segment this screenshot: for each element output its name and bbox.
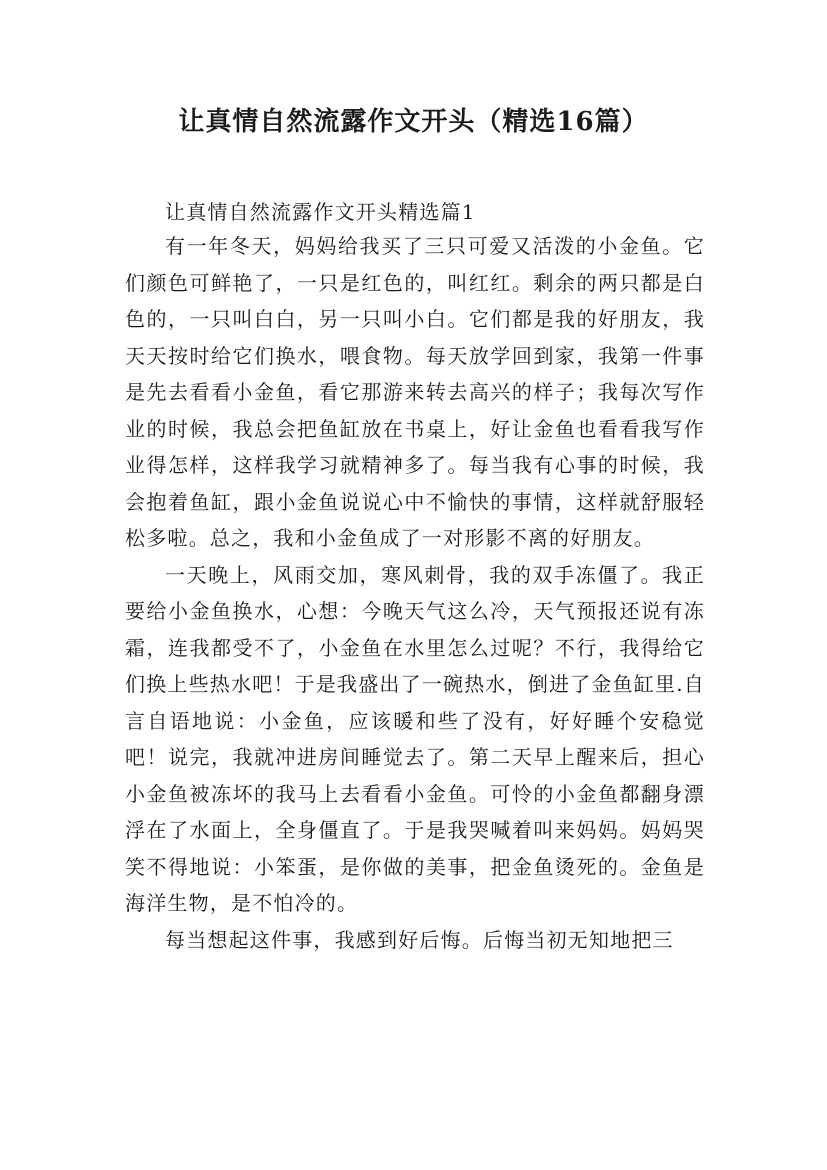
paragraph-3: 每当想起这件事，我感到好后悔。后悔当初无知地把三 <box>165 927 674 952</box>
paragraph-1: 有一年冬天，妈妈给我买了三只可爱又活泼的小金鱼。它们颜色可鲜艳了，一只是红色的，叫红红。剩余的两只都是白色的，一只叫白白，另一只叫小白。它们都是我的好朋友，我天天按时给它们换水，喂食物。每天放学回到家，我第一件事是先去看看小金鱼，看它那游来转去高兴的样子；我每次写作业的时候，我总会把鱼缸放在书桌上，好让金鱼也看看我写作业得怎样，这样我学习就精神多了。每当我有心事的时候，我会抱着鱼缸，跟小金鱼说说心中不愉快的事情，这样就舒服轻松多啦。总之，我和小金鱼成了一对形影不离的好朋友。 <box>125 234 705 550</box>
document-title: 让真情自然流露作文开头（精选16篇） <box>178 107 649 137</box>
section-heading: 让真情自然流露作文开头精选篇1 <box>165 200 476 224</box>
paragraph-2: 一天晚上，风雨交加，寒风刺骨，我的双手冻僵了。我正要给小金鱼换水，心想：今晚天气这么冷，天气预报还说有冻霜，连我都受不了，小金鱼在水里怎么过呢？不行，我得给它们换上些热水吧！于是我盛出了一碗热水，倒进了金鱼缸里.自言自语地说：小金鱼，应该暖和些了没有，好好睡个安稳觉吧！说完，我就冲进房间睡觉去了。第二天早上醒来后，担心小金鱼被冻坏的我马上去看看小金鱼。可怜的小金鱼都翻身漂浮在了水面上，全身僵直了。于是我哭喊着叫来妈妈。妈妈哭笑不得地说：小笨蛋，是你做的美事，把金鱼烫死的。金鱼是海洋生物，是不怕冷的。 <box>125 562 705 915</box>
document-body <box>125 196 705 958</box>
